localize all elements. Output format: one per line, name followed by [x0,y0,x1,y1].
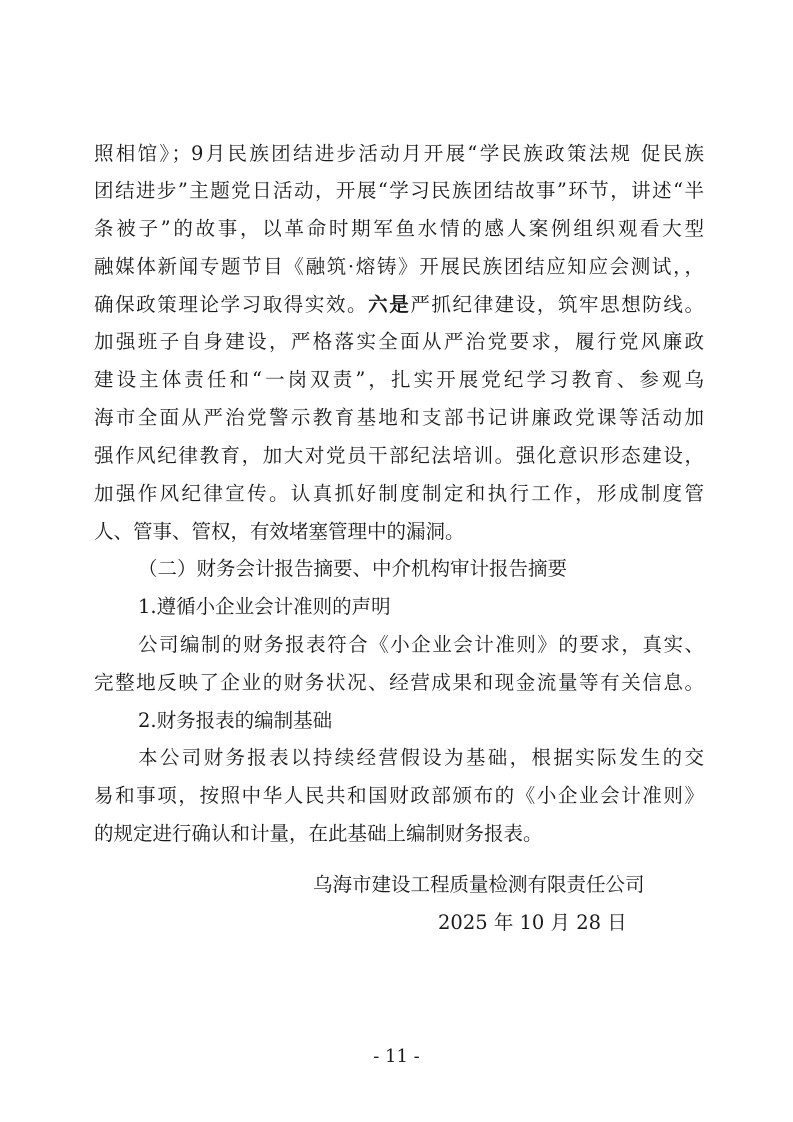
subsection-2-line-3: 的规定进行确认和计量，在此基础上编制财务报表。 [94,822,543,845]
body-line-5-post: 严抓纪律建设，筑牢思想防线。 [410,293,704,316]
item-six-label: 六是 [368,293,411,316]
body-line-2: 团结进步”主题党日活动，开展“学习民族团结故事”环节，讲述“半 [94,179,704,202]
body-line-7: 建设主体责任和“一岗双责”，扎实开展党纪学习教育、参观乌 [94,368,704,391]
body-line-10: 加强作风纪律宣传。认真抓好制度制定和执行工作，形成制度管 [94,482,704,505]
subsection-1-line-1: 公司编制的财务报表符合《小企业会计准则》的要求，真实、 [138,633,704,656]
body-line-5 [94,293,704,317]
body-line-5-pre: 确保政策理论学习取得实效。 [94,293,369,316]
subsection-2-heading: 2.财务报表的编制基础 [138,709,333,732]
body-line-6: 加强班子自身建设，严格落实全面从严治党要求，履行党风廉政 [94,330,704,353]
body-line-11: 人、管事、管权，有效堵塞管理中的漏洞。 [94,520,465,543]
section-heading: （二）财务会计报告摘要、中介机构审计报告摘要 [138,557,568,580]
subsection-1-heading: 1.遵循小企业会计准则的声明 [138,595,391,618]
signature-date: 2025 年 10 月 28 日 [438,911,627,934]
body-line-1: 照相馆》；9月民族团结进步活动月开展“学民族政策法规 促民族 [94,142,704,165]
body-line-8: 海市全面从严治党警示教育基地和支部书记讲廉政党课等活动加 [94,406,704,429]
page-number: - 11 - [373,1046,420,1067]
subsection-2-line-2: 易和事项，按照中华人民共和国财政部颁布的《小企业会计准则》 [94,784,704,807]
subsection-2-line-1: 本公司财务报表以持续经营假设为基础，根据实际发生的交 [138,746,704,769]
body-line-4: 融媒体新闻专题节目《融筑·熔铸》开展民族团结应知应会测试，， [94,255,704,278]
subsection-1-line-2: 完整地反映了企业的财务状况、经营成果和现金流量等有关信息。 [94,671,704,694]
body-line-3: 条被子”的故事，以革命时期军鱼水情的感人案例组织观看大型 [94,217,704,240]
signature-company: 乌海市建设工程质量检测有限责任公司 [313,873,645,896]
body-line-9: 强作风纪律教育，加大对党员干部纪法培训。强化意识形态建设， [94,444,704,467]
